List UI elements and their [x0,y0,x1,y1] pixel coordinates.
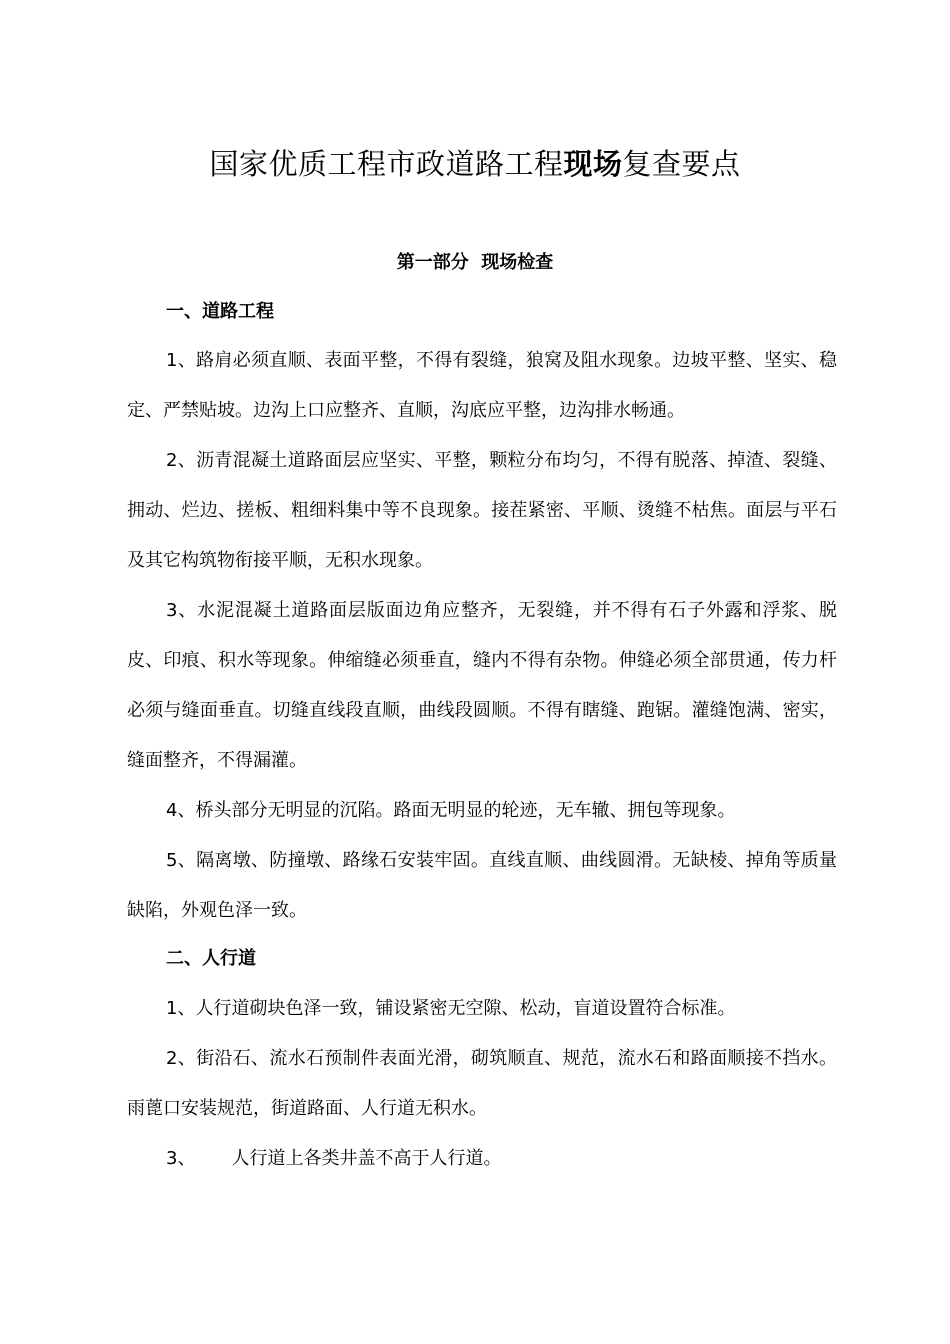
paragraph-road-3: 3、水泥混凝土道路面层版面边角应整齐，无裂缝，并不得有石子外露和浮浆、脱皮、印痕、积水等现象。伸缩缝必须垂直，缝内不得有杂物。伸缝必须全部贯通，传力杆必须与缝面垂直。切缝直线段直顺，曲线段圆顺。不得有瞎缝、跑锯。灌缝饱满、密实，缝面整齐，不得漏灌。 [127,600,837,771]
title-part-c: 复查要点 [622,147,741,181]
section-heading-sidewalk: 二、人行道 [166,948,256,969]
part-heading: 第一部分 现场检查 [396,252,554,273]
page-title [0,144,950,184]
paragraph-sidewalk-1: 1、人行道砌块色泽一致，铺设紧密无空隙、松动，盲道设置符合标准。 [166,998,736,1019]
paragraph-sidewalk-3 [127,1134,837,1184]
paragraph-road-2: 2、沥青混凝土道路面层应坚实、平整，颗粒分布均匀，不得有脱落、掉渣、裂缝、拥动、烂边、搓板、粗细料集中等不良现象。接茬紧密、平顺、烫缝不枯焦。面层与平石及其它构筑物衔接平顺，无积水现象。 [127,450,837,571]
paragraph-road-4: 4、桥头部分无明显的沉陷。路面无明显的轮迹，无车辙、拥包等现象。 [166,800,736,821]
item-text: 人行道上各类井盖不高于人行道。 [231,1148,502,1169]
item-number: 3、 [166,1148,196,1169]
paragraph-road-5: 5、隔离墩、防撞墩、路缘石安装牢固。直线直顺、曲线圆滑。无缺棱、掉角等质量缺陷，外观色泽一致。 [127,850,837,921]
title-part-b: 现场 [563,147,623,181]
paragraph-road-1: 1、路肩必须直顺、表面平整，不得有裂缝，狼窝及阻水现象。边坡平整、坚实、稳定、严禁贴坡。边沟上口应整齐、直顺，沟底应平整，边沟排水畅通。 [127,350,837,421]
paragraph-sidewalk-2: 2、街沿石、流水石预制件表面光滑，砌筑顺直、规范，流水石和路面顺接不挡水。雨蓖口安装规范，街道路面、人行道无积水。 [127,1048,837,1119]
title-part-a: 国家优质工程市政道路工程 [209,147,564,181]
section-heading-roads: 一、道路工程 [166,301,274,322]
